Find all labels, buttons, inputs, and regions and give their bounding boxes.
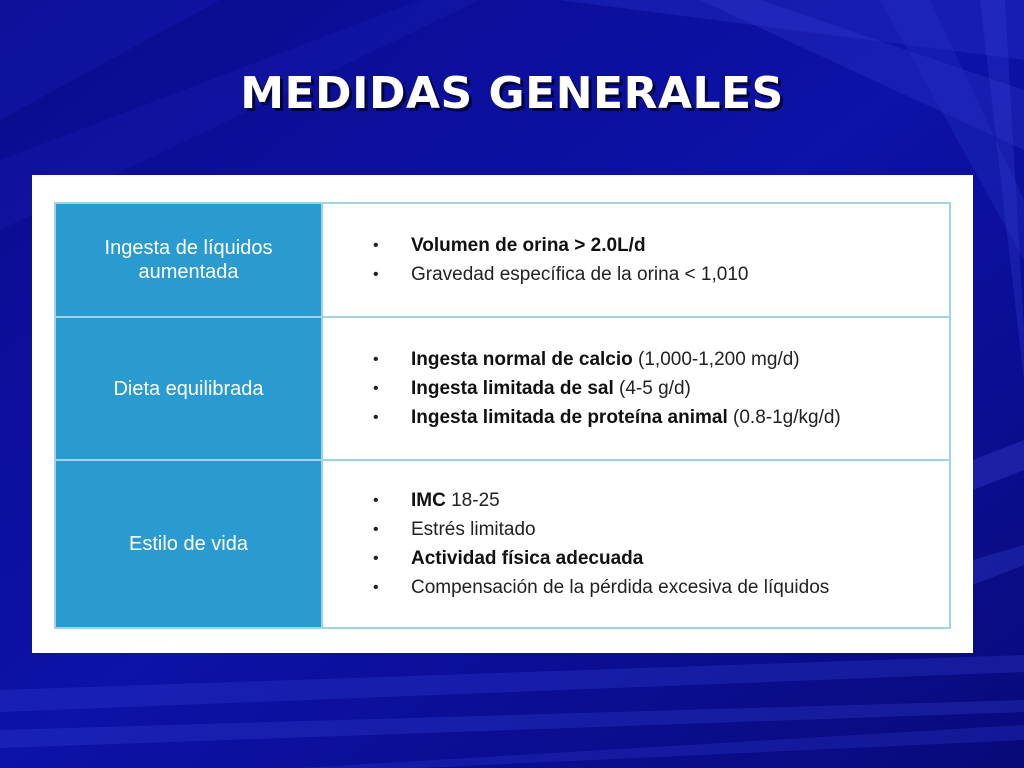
items-cell — [322, 460, 950, 628]
item-text: 18-25 — [445, 490, 500, 511]
item-text: (1,000-1,200 mg/d) — [632, 349, 800, 370]
item-text: (0.8-1g/kg/d) — [727, 407, 841, 428]
bullet-icon: • — [373, 579, 379, 596]
bullet-icon: • — [373, 409, 379, 426]
items-cell — [322, 317, 950, 460]
bullet-list — [323, 486, 949, 602]
item-text: Gravedad específica de la orina < 1,010 — [411, 264, 749, 285]
bullet-icon: • — [373, 521, 379, 538]
bullet-list — [323, 345, 949, 432]
item-bold-text: IMC — [411, 490, 446, 511]
item-text: (4-5 g/d) — [613, 378, 691, 399]
table-row — [55, 317, 950, 460]
bullet-icon: • — [373, 266, 379, 283]
bullet-icon: • — [373, 237, 379, 254]
item-bold-text: Actividad física adecuada — [411, 548, 644, 569]
item-text: Compensación de la pérdida excesiva de líquidos — [411, 577, 830, 598]
category-cell: Estilo de vida — [55, 460, 322, 628]
measures-table-card — [32, 175, 973, 653]
bullet-icon: • — [373, 492, 379, 509]
item-text: Estrés limitado — [411, 519, 536, 540]
slide-title: MEDIDAS GENERALES — [240, 68, 784, 119]
item-bold-text: Ingesta limitada de proteína animal — [411, 407, 728, 428]
bullet-icon: • — [373, 351, 379, 368]
measures-table — [54, 202, 951, 629]
list-item — [371, 544, 949, 573]
list-item — [371, 486, 949, 515]
bullet-list — [323, 231, 949, 289]
category-cell: Ingesta de líquidos aumentada — [55, 203, 322, 317]
list-item — [371, 374, 949, 403]
item-bold-text: Ingesta limitada de sal — [411, 378, 614, 399]
list-item — [371, 231, 949, 260]
item-bold-text: Volumen de orina > 2.0L/d — [411, 235, 646, 256]
bullet-icon: • — [373, 380, 379, 397]
list-item — [371, 515, 949, 544]
list-item — [371, 260, 949, 289]
list-item — [371, 403, 949, 432]
items-cell — [322, 203, 950, 317]
category-cell: Dieta equilibrada — [55, 317, 322, 460]
list-item — [371, 573, 949, 602]
list-item — [371, 345, 949, 374]
item-bold-text: Ingesta normal de calcio — [411, 349, 633, 370]
table-row — [55, 203, 950, 317]
bullet-icon: • — [373, 550, 379, 567]
table-row — [55, 460, 950, 628]
